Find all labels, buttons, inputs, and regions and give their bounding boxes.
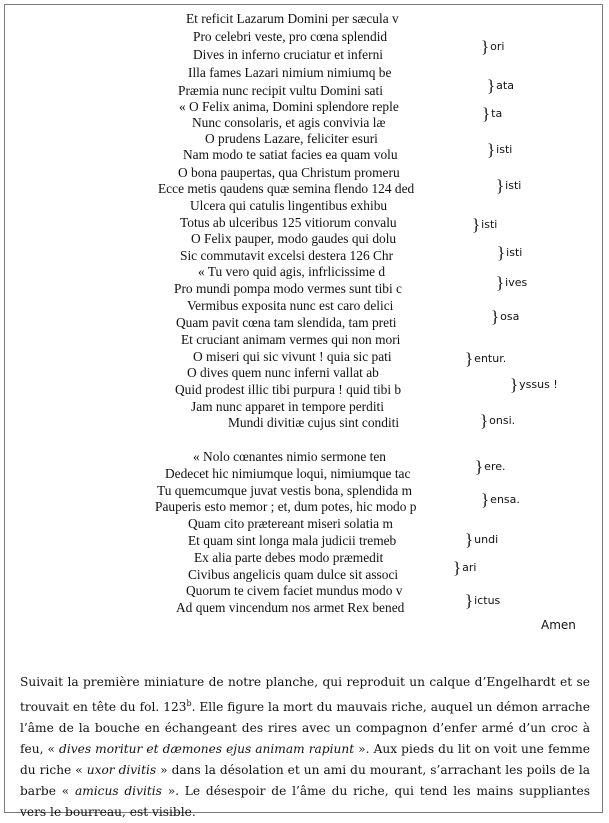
verse-line: Præmia nunc recipit vultu Domini sati xyxy=(178,83,383,98)
verse-line: O prudens Lazare, feliciter esuri xyxy=(205,131,378,146)
latin-quote: dives moritur et dæmones ejus animam rapiunt xyxy=(59,742,355,757)
brace-mark: } xyxy=(497,243,506,262)
side-note xyxy=(487,140,513,159)
side-note-text: entur. xyxy=(474,352,507,365)
side-note-text: yssus ! xyxy=(519,378,558,391)
verse-line: Quorum te civem faciet mundus modo v xyxy=(186,583,403,598)
prose-text: ». Aux pieds du lit on voit une femme du riche « xyxy=(20,742,590,778)
verse-line: Tu quemcumque juvat vestis bona, splendida m xyxy=(157,483,413,498)
side-note xyxy=(491,307,520,326)
verse-line: Mundi divitiæ cujus sint conditi xyxy=(228,415,400,430)
brace-mark: } xyxy=(480,411,489,430)
verse-line: O Felix pauper, modo gaudes qui dolu xyxy=(191,231,397,246)
side-note xyxy=(453,558,477,577)
verse-line: « Tu vero quid agis, infrlicissime d xyxy=(198,264,386,279)
side-note-text: isti xyxy=(481,218,498,231)
side-note xyxy=(482,104,503,123)
brace-mark: } xyxy=(487,76,496,95)
brace-mark: } xyxy=(465,349,474,368)
commentary-paragraph xyxy=(20,672,590,823)
brace-mark: } xyxy=(491,307,500,326)
side-note xyxy=(465,349,507,368)
latin-quote: uxor divitis xyxy=(86,763,157,778)
brace-mark: } xyxy=(496,273,505,292)
side-note-text: osa xyxy=(500,310,520,323)
side-note xyxy=(465,591,501,610)
amen-label: Amen xyxy=(541,618,576,632)
verse-line: Ex alia parte debes modo præmedit xyxy=(194,550,384,565)
brace-mark: } xyxy=(496,176,505,195)
side-note-text: ere. xyxy=(484,460,506,473)
brace-mark: } xyxy=(475,457,484,476)
verse-line: Nam modo te satiat facies ea quam volu xyxy=(183,147,398,162)
latin-quote: amicus divitis xyxy=(74,784,162,799)
verse-line: Quam cito prætereant miseri solatia m xyxy=(188,516,393,531)
prose-text: Suivait la première miniature de notre planche, qui reproduit un calque d’Engelhardt et se trouvait en tête du fol. 123 xyxy=(20,675,590,715)
prose-text: » dans la désolation et un ami du mourant, s’arrachant les poils de la barbe « xyxy=(20,763,591,799)
verse-line: Quam pavit cœna tam slendida, tam preti xyxy=(176,315,397,330)
side-note xyxy=(475,457,506,476)
side-note-text: ari xyxy=(462,561,477,574)
side-note xyxy=(510,375,558,394)
side-note-text: ta xyxy=(491,107,503,120)
side-note xyxy=(496,273,528,292)
brace-mark: } xyxy=(481,37,490,56)
verse-line: « Nolo cœnantes nimio sermone ten xyxy=(193,449,387,464)
side-note xyxy=(480,411,516,430)
side-note-text: ata xyxy=(496,79,514,92)
verse-line: Ecce metis qaudens quæ semina flendo 124 ded xyxy=(158,181,415,196)
brace-mark: } xyxy=(465,591,474,610)
side-note-text: isti xyxy=(505,179,522,192)
brace-mark: } xyxy=(487,140,496,159)
verse-line: Dedecet hic nimiumque loqui, nimiumque tac xyxy=(165,466,411,481)
verse-line: Nunc consolaris, et agis convivia læ xyxy=(192,115,386,130)
verse-line: Totus ab ulceribus 125 vitiorum convalu xyxy=(180,215,397,230)
verse-line: Pro celebri veste, pro cœna splendid xyxy=(193,29,388,44)
side-note-text: ives xyxy=(505,276,528,289)
brace-mark: } xyxy=(510,375,519,394)
verse-line: Pro mundi pompa modo vermes sunt tibi c xyxy=(174,281,402,296)
brace-mark: } xyxy=(465,530,474,549)
verse-line: O dives quem nunc inferni vallat ab xyxy=(187,365,379,380)
verse-line: Vermibus exposita nunc est caro delici xyxy=(187,298,394,313)
prose-text: . Elle figure la mort du mauvais riche, auquel un démon arrache l’âme de la bouche en échangeant des rires avec un compagnon d’enfer armé d’un croc à feu, « xyxy=(20,700,590,757)
verse-line: Illa fames Lazari nimium nimiumq be xyxy=(188,65,392,80)
side-note-text: ictus xyxy=(474,594,501,607)
verse-line: Et reficit Lazarum Domini per sæcula v xyxy=(186,11,399,26)
brace-mark: } xyxy=(472,215,481,234)
side-note-text: isti xyxy=(506,246,523,259)
side-note xyxy=(481,37,505,56)
brace-mark: } xyxy=(453,558,462,577)
prose-text: ». Le désespoir de l’âme du riche, qui tend les mains suppliantes vers le bourreau, est visible. xyxy=(20,784,590,820)
verse-line: Ulcera qui catulis lingentibus exhibu xyxy=(190,198,388,213)
side-note-text: ori xyxy=(490,40,505,53)
side-note xyxy=(481,490,520,509)
verse-line: O miseri qui sic vivunt ! quia sic pati xyxy=(193,349,392,364)
verse-line: O bona paupertas, qua Christum promeru xyxy=(178,165,400,180)
verse-line: Dives in inferno cruciatur et inferni xyxy=(193,47,383,62)
side-note xyxy=(465,530,499,549)
folio-superscript: b xyxy=(186,699,192,709)
side-note-text: ensa. xyxy=(490,493,520,506)
verse-line: Civibus angelicis quam dulce sit associ xyxy=(188,567,399,582)
side-note-text: undi xyxy=(474,533,499,546)
brace-mark: } xyxy=(481,490,490,509)
verse-line: Ad quem vincendum nos armet Rex bened xyxy=(176,600,405,615)
verse-line: Quid prodest illic tibi purpura ! quid tibi b xyxy=(175,382,402,397)
verse-line: « O Felix anima, Domini splendore reple xyxy=(179,99,399,114)
verse-line: Sic commutavit excelsi destera 126 Chr xyxy=(180,248,394,263)
side-note-text: isti xyxy=(496,143,513,156)
brace-mark: } xyxy=(482,104,491,123)
side-note-text: onsi. xyxy=(489,414,516,427)
side-note xyxy=(496,176,522,195)
side-note xyxy=(472,215,498,234)
verse-line: Et quam sint longa mala judicii tremeb xyxy=(188,533,397,548)
verse-line: Et cruciant animam vermes qui non mori xyxy=(181,332,401,347)
side-note xyxy=(497,243,523,262)
side-note xyxy=(487,76,514,95)
verse-line: Jam nunc apparet in tempore perditi xyxy=(191,399,384,414)
verse-line: Pauperis esto memor ; et, dum potes, hic modo p xyxy=(155,499,417,514)
